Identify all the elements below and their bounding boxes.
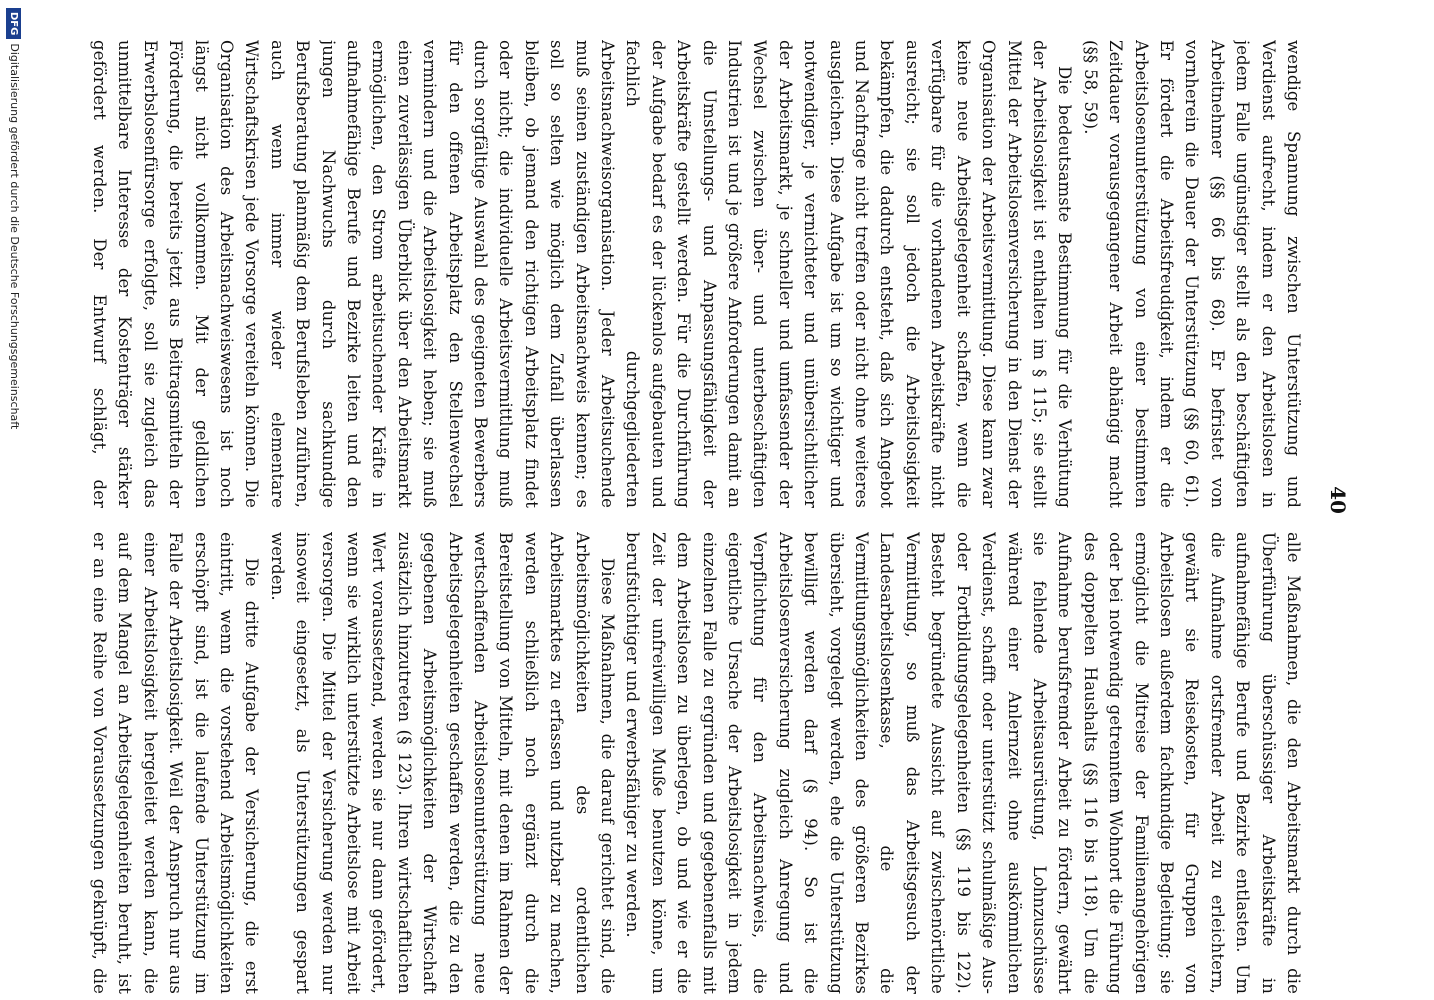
paragraph: alle Maßnahmen, die den Arbeitsmarkt durch die Überführung überschüssiger Arbeitskräfte in aufnahmefähige Berufe und Bezirke entlasten. Um die Aufnahme ortsfremder Arbeit zu erleichtern, gewährt sie Reisekosten, für Gruppen von Arbeitslosen außerdem fachkundige Begleitung; sie ermöglicht die Mitreise der Familienangehörigen oder bei notwendig getrenntem Wohnort die Führung des doppelten Haushalts (§§ 116 bis 118). Um die Aufnahme berufsfremder Arbeit zu fördern, gewährt sie fehlende Arbeitsausrüstung, Lohnzuschüsse während einer Anlernzeit ohne auskömmlichen Verdienst, schafft oder unterstützt schulmäßige Aus- oder Fortbildungsgelegenheiten (§§ 119 bis 122). Besteht begründete Aussicht auf zwischenörtliche Vermittlung, so muß das Arbeitsgesuch der Landesarbeitslosenkasse, die die Vermittlungsmöglichkeiten des größeren Bezirkes übersieht, vorgelegt werden, ehe die Unterstützung bewilligt werden darf (§ 94). So ist die Arbeitslosenversicherung zugleich Anregung und Verpflichtung für den Arbeitsnachweis, die eigentliche Ursache der Arbeitslosigkeit in jedem einzelnen Falle zu ergründen und gegebenenfalls mit dem Arbeitslosen zu überlegen, ob und wie er die Zeit der unfreiwilligen Muße benutzen könne, um berufstüchtiger und erwerbsfähiger zu werden. — [623, 532, 1303, 994]
footer-text: Digitalisierung gefördert durch die Deutsche Forschungsgemeinschaft — [8, 43, 21, 430]
paragraph: wendige Spannung zwischen Unterstützung und Verdienst aufrecht, indem er den Arbeitslosen in jedem Falle ungünstiger stellt als den beschäftigten Arbeitnehmer (§§ 66 bis 68). Er befristet von vornherein die Dauer der Unterstützung (§§ 60, 61). Er fördert die Arbeitsfreudigkeit, indem er die Arbeitslosenunterstützung von einer bestimmten Zeitdauer vorausgegangener Arbeit abhängig macht (§§ 58, 59). — [1080, 40, 1303, 508]
paragraph: Die bedeutsamste Bestimmung für die Verhütung der Arbeitslosigkeit ist enthalten im § 115; sie stellt Mittel der Arbeitslosenversicherung in den Dienst der Organisation der Arbeitsvermittlung. Diese kann zwar keine neue Arbeitsgelegenheit schaffen, wenn die verfügbare für die vorhandenen Arbeitskräfte nicht ausreicht; sie soll jedoch die Arbeitslosigkeit bekämpfen, die dadurch entsteht, daß sich Angebot und Nachfrage nicht treffen oder nicht ohne weiteres ausgleichen. Diese Aufgabe ist um so wichtiger und notwendiger, je vernichteter und unübersichtlicher der Arbeitsmarkt, je schneller und umfassender der Wechsel zwischen über- und unterbeschäftigten Industrien ist und je größere Anforderungen damit an die Umstellungs- und Anpassungsfähigkeit der Arbeitskräfte gestellt werden. Für die Durchführung der Aufgabe bedarf es der lückenlos aufgebauten und fachlich durchgegliederten Arbeitsnachweisorganisation. Jeder Arbeitsuchende muß seinen zuständigen Arbeitsnachweis kennen; es soll so selten wie möglich dem Zufall überlassen bleiben, ob jemand den richtigen Arbeitsplatz findet oder nicht; die individuelle Arbeitsvermittlung muß durch sorgfältige Auswahl des geeigneten Bewerbers für den offenen Arbeitsplatz den Stellenwechsel vermindern und die Arbeitslosigkeit heben; sie muß einen zuverlässigen Überblick über den Arbeitsmarkt ermöglichen, den Strom arbeitsuchender Kräfte in aufnahmefähige Berufe und Bezirke leiten und den jungen Nachwuchs durch sachkundige Berufsberatung planmäßig dem Berufsleben zuführen, auch wenn immer wieder elementare Wirtschaftskrisen jede Vorsorge vereiteln können. Die Organisation des Arbeitsnachweiswesens ist noch längst nicht vollkommen. Mit der geldlichen Förderung, die bereits jetzt aus Beitragsmitteln der Erwerbslosenfürsorge erfolgte, soll sie zugleich das unmittelbare Interesse der Kostenträger stärker gefördert werden. Der Entwurf schlägt, der — [89, 40, 1075, 508]
page-number: 40 — [1326, 486, 1350, 514]
paragraph: Die dritte Aufgabe der Versicherung, die erst eintritt, wenn die vorstehend Arbeitsmöglichkeiten erschöpft sind, ist die laufende Unterstützung im Falle der Arbeitslosigkeit. Weil der Anspruch nur aus einer Arbeitslosigkeit hergeleitet werden kann, die auf dem Mangel an Arbeitsgelegenheiten beruht, ist er an eine Reihe von Voraussetzungen geknüpft, die — [89, 532, 262, 994]
text-column-left — [86, 40, 1306, 508]
paragraph: Diese Maßnahmen, die darauf gerichtet sind, die Arbeitsmöglichkeiten des ordentlichen Arbeitsmarktes zu erfassen und nutzbar zu machen, werden schließlich noch ergänzt durch die Bereitstellung von Mitteln, mit denen im Rahmen der wertschaffenden Arbeitslosenunterstützung neue Arbeitsgelegenheiten geschaffen werden, die zu den gegebenen Arbeitsmöglichkeiten der Wirtschaft zusätzlich hinzutreten (§ 123). Ihren wirtschaftlichen Wert voraussetzend, werden sie nur dann gefördert, wenn sie wirklich unterstützte Arbeitslose mit Arbeit versorgen. Die Mittel der Versicherung werden nur insoweit eingesetzt, als Unterstützungen gespart werden. — [267, 532, 618, 994]
text-column-right — [86, 532, 1306, 994]
digitization-credit — [6, 8, 21, 429]
dfg-logo-icon: DFG — [6, 8, 21, 39]
